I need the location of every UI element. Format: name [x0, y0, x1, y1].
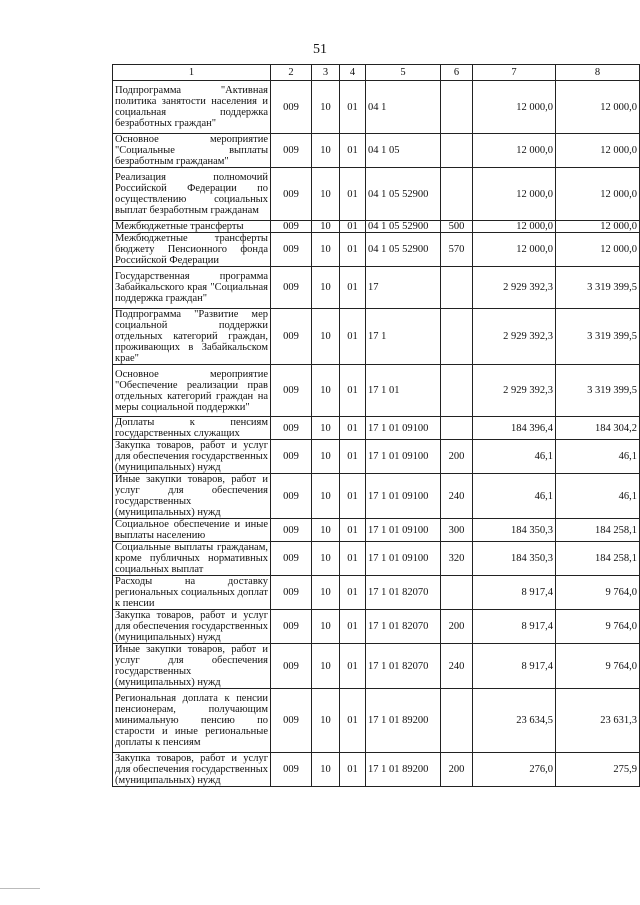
row-target-article-cell: 04 1: [366, 81, 441, 134]
row-amount-year1-cell: 2 929 392,3: [473, 365, 556, 417]
row-subsection-cell: 01: [340, 168, 366, 221]
row-subsection-cell: 01: [340, 233, 366, 267]
row-code-cell: 009: [271, 440, 312, 474]
row-code-cell: 009: [271, 221, 312, 233]
budget-table: [112, 64, 640, 787]
row-expense-type-cell: 200: [441, 753, 473, 787]
row-subsection-cell: 01: [340, 644, 366, 689]
row-target-article-cell: 17: [366, 267, 441, 309]
row-expense-type-cell: 240: [441, 644, 473, 689]
row-name-cell: Иные закупки товаров, работ и услуг для обеспечения государственных (муниципальных) нужд: [113, 644, 271, 689]
scan-edge-line: [0, 888, 40, 889]
row-amount-year2-cell: 184 258,1: [556, 542, 640, 576]
row-subsection-cell: 01: [340, 365, 366, 417]
table-row: [113, 644, 640, 689]
row-amount-year2-cell: 3 319 399,5: [556, 309, 640, 365]
row-subsection-cell: 01: [340, 267, 366, 309]
row-code-cell: 009: [271, 576, 312, 610]
row-expense-type-cell: [441, 134, 473, 168]
row-name-cell: Закупка товаров, работ и услуг для обеспечения государственных (муниципальных) нужд: [113, 610, 271, 644]
row-amount-year1-cell: 12 000,0: [473, 81, 556, 134]
row-name-cell: Расходы на доставку региональных социальных доплат к пенсии: [113, 576, 271, 610]
row-code-cell: 009: [271, 233, 312, 267]
row-name-cell: Иные закупки товаров, работ и услуг для обеспечения государственных (муниципальных) нужд: [113, 474, 271, 519]
row-subsection-cell: 01: [340, 610, 366, 644]
row-subsection-cell: 01: [340, 440, 366, 474]
row-name-cell: Реализация полномочий Российской Федерации по осуществлению социальных выплат безработным гражданам: [113, 168, 271, 221]
row-subsection-cell: 01: [340, 576, 366, 610]
table-row: [113, 474, 640, 519]
row-amount-year1-cell: 184 350,3: [473, 519, 556, 542]
row-section-cell: 10: [312, 81, 340, 134]
row-amount-year2-cell: 275,9: [556, 753, 640, 787]
row-amount-year1-cell: 184 350,3: [473, 542, 556, 576]
row-expense-type-cell: [441, 309, 473, 365]
row-expense-type-cell: [441, 417, 473, 440]
row-target-article-cell: 04 1 05 52900: [366, 221, 441, 233]
row-expense-type-cell: 200: [441, 610, 473, 644]
row-target-article-cell: 17 1 01 09100: [366, 440, 441, 474]
row-amount-year2-cell: 12 000,0: [556, 81, 640, 134]
row-subsection-cell: 01: [340, 221, 366, 233]
row-amount-year2-cell: 12 000,0: [556, 168, 640, 221]
row-amount-year1-cell: 2 929 392,3: [473, 309, 556, 365]
row-expense-type-cell: [441, 576, 473, 610]
row-code-cell: 009: [271, 134, 312, 168]
row-amount-year2-cell: 9 764,0: [556, 576, 640, 610]
row-name-cell: Региональная доплата к пенсии пенсионерам, получающим минимальную пенсию по старости и иные региональные доплаты к пенсиям: [113, 689, 271, 753]
table-row: [113, 417, 640, 440]
row-code-cell: 009: [271, 689, 312, 753]
table-row: [113, 440, 640, 474]
row-section-cell: 10: [312, 309, 340, 365]
row-section-cell: 10: [312, 542, 340, 576]
row-code-cell: 009: [271, 168, 312, 221]
table-body: [113, 81, 640, 787]
row-code-cell: 009: [271, 542, 312, 576]
row-amount-year2-cell: 12 000,0: [556, 221, 640, 233]
row-target-article-cell: 04 1 05 52900: [366, 168, 441, 221]
row-code-cell: 009: [271, 81, 312, 134]
header-cell: 4: [340, 65, 366, 81]
row-target-article-cell: 17 1 01 09100: [366, 542, 441, 576]
row-section-cell: 10: [312, 365, 340, 417]
row-target-article-cell: 17 1 01: [366, 365, 441, 417]
row-target-article-cell: 17 1 01 82070: [366, 610, 441, 644]
table-row: [113, 542, 640, 576]
row-section-cell: 10: [312, 267, 340, 309]
row-name-cell: Социальное обеспечение и иные выплаты населению: [113, 519, 271, 542]
row-section-cell: 10: [312, 168, 340, 221]
table-row: [113, 365, 640, 417]
row-amount-year1-cell: 184 396,4: [473, 417, 556, 440]
row-amount-year2-cell: 3 319 399,5: [556, 267, 640, 309]
row-section-cell: 10: [312, 221, 340, 233]
row-amount-year1-cell: 23 634,5: [473, 689, 556, 753]
row-amount-year2-cell: 23 631,3: [556, 689, 640, 753]
row-expense-type-cell: 200: [441, 440, 473, 474]
row-amount-year2-cell: 184 258,1: [556, 519, 640, 542]
row-subsection-cell: 01: [340, 134, 366, 168]
row-subsection-cell: 01: [340, 474, 366, 519]
row-section-cell: 10: [312, 519, 340, 542]
table-row: [113, 267, 640, 309]
row-amount-year1-cell: 2 929 392,3: [473, 267, 556, 309]
row-name-cell: Межбюджетные трансферты бюджету Пенсионного фонда Российской Федерации: [113, 233, 271, 267]
row-target-article-cell: 17 1 01 89200: [366, 753, 441, 787]
row-code-cell: 009: [271, 267, 312, 309]
row-amount-year1-cell: 46,1: [473, 474, 556, 519]
row-expense-type-cell: 320: [441, 542, 473, 576]
header-cell: 5: [366, 65, 441, 81]
table-row: [113, 309, 640, 365]
row-amount-year2-cell: 46,1: [556, 440, 640, 474]
header-cell: 3: [312, 65, 340, 81]
table-row: [113, 753, 640, 787]
row-name-cell: Социальные выплаты гражданам, кроме публичных нормативных социальных выплат: [113, 542, 271, 576]
row-amount-year1-cell: 12 000,0: [473, 233, 556, 267]
row-amount-year1-cell: 46,1: [473, 440, 556, 474]
row-name-cell: Подпрограмма "Развитие мер социальной поддержки отдельных категорий граждан, проживающих в Забайкальском крае": [113, 309, 271, 365]
row-name-cell: Основное мероприятие "Социальные выплаты безработным гражданам": [113, 134, 271, 168]
row-expense-type-cell: [441, 267, 473, 309]
row-expense-type-cell: [441, 168, 473, 221]
row-target-article-cell: 17 1 01 82070: [366, 576, 441, 610]
header-cell: 6: [441, 65, 473, 81]
row-target-article-cell: 17 1 01 09100: [366, 474, 441, 519]
row-code-cell: 009: [271, 753, 312, 787]
row-amount-year1-cell: 12 000,0: [473, 168, 556, 221]
row-amount-year2-cell: 12 000,0: [556, 134, 640, 168]
row-code-cell: 009: [271, 519, 312, 542]
header-row: [113, 65, 640, 81]
row-expense-type-cell: [441, 81, 473, 134]
row-section-cell: 10: [312, 644, 340, 689]
row-code-cell: 009: [271, 610, 312, 644]
row-target-article-cell: 17 1 01 82070: [366, 644, 441, 689]
row-amount-year2-cell: 9 764,0: [556, 610, 640, 644]
table-row: [113, 576, 640, 610]
row-section-cell: 10: [312, 576, 340, 610]
row-name-cell: Доплаты к пенсиям государственных служащих: [113, 417, 271, 440]
row-section-cell: 10: [312, 753, 340, 787]
row-amount-year1-cell: 8 917,4: [473, 576, 556, 610]
row-subsection-cell: 01: [340, 542, 366, 576]
row-code-cell: 009: [271, 474, 312, 519]
row-name-cell: Межбюджетные трансферты: [113, 221, 271, 233]
row-target-article-cell: 04 1 05 52900: [366, 233, 441, 267]
row-name-cell: Подпрограмма "Активная политика занятости населения и социальная поддержка безработных граждан": [113, 81, 271, 134]
row-subsection-cell: 01: [340, 81, 366, 134]
header-cell: 2: [271, 65, 312, 81]
row-amount-year2-cell: 9 764,0: [556, 644, 640, 689]
row-amount-year1-cell: 8 917,4: [473, 610, 556, 644]
row-amount-year1-cell: 276,0: [473, 753, 556, 787]
header-cell: 8: [556, 65, 640, 81]
row-code-cell: 009: [271, 365, 312, 417]
header-cell: 1: [113, 65, 271, 81]
row-section-cell: 10: [312, 474, 340, 519]
table-row: [113, 689, 640, 753]
row-name-cell: Основное мероприятие "Обеспечение реализации прав отдельных категорий граждан на меры социальной поддержки": [113, 365, 271, 417]
row-amount-year2-cell: 12 000,0: [556, 233, 640, 267]
table-row: [113, 519, 640, 542]
table-row: [113, 610, 640, 644]
table-row: [113, 81, 640, 134]
header-cell: 7: [473, 65, 556, 81]
row-name-cell: Закупка товаров, работ и услуг для обеспечения государственных (муниципальных) нужд: [113, 440, 271, 474]
table-row: [113, 233, 640, 267]
row-expense-type-cell: 570: [441, 233, 473, 267]
row-amount-year1-cell: 8 917,4: [473, 644, 556, 689]
row-target-article-cell: 04 1 05: [366, 134, 441, 168]
row-expense-type-cell: 240: [441, 474, 473, 519]
row-name-cell: Закупка товаров, работ и услуг для обеспечения государственных (муниципальных) нужд: [113, 753, 271, 787]
row-section-cell: 10: [312, 610, 340, 644]
row-subsection-cell: 01: [340, 519, 366, 542]
page-number: 51: [313, 42, 327, 57]
row-subsection-cell: 01: [340, 753, 366, 787]
row-expense-type-cell: [441, 365, 473, 417]
row-amount-year2-cell: 46,1: [556, 474, 640, 519]
row-name-cell: Государственная программа Забайкальского края "Социальная поддержка граждан": [113, 267, 271, 309]
row-target-article-cell: 17 1 01 89200: [366, 689, 441, 753]
row-section-cell: 10: [312, 417, 340, 440]
row-code-cell: 009: [271, 644, 312, 689]
row-expense-type-cell: 500: [441, 221, 473, 233]
row-expense-type-cell: [441, 689, 473, 753]
row-amount-year1-cell: 12 000,0: [473, 134, 556, 168]
row-subsection-cell: 01: [340, 417, 366, 440]
row-subsection-cell: 01: [340, 689, 366, 753]
row-section-cell: 10: [312, 134, 340, 168]
row-code-cell: 009: [271, 417, 312, 440]
table-row: [113, 168, 640, 221]
row-expense-type-cell: 300: [441, 519, 473, 542]
row-amount-year2-cell: 3 319 399,5: [556, 365, 640, 417]
table-row: [113, 221, 640, 233]
row-amount-year2-cell: 184 304,2: [556, 417, 640, 440]
table-row: [113, 134, 640, 168]
row-subsection-cell: 01: [340, 309, 366, 365]
row-section-cell: 10: [312, 689, 340, 753]
row-target-article-cell: 17 1 01 09100: [366, 519, 441, 542]
row-amount-year1-cell: 12 000,0: [473, 221, 556, 233]
row-target-article-cell: 17 1 01 09100: [366, 417, 441, 440]
row-target-article-cell: 17 1: [366, 309, 441, 365]
row-section-cell: 10: [312, 233, 340, 267]
row-code-cell: 009: [271, 309, 312, 365]
row-section-cell: 10: [312, 440, 340, 474]
